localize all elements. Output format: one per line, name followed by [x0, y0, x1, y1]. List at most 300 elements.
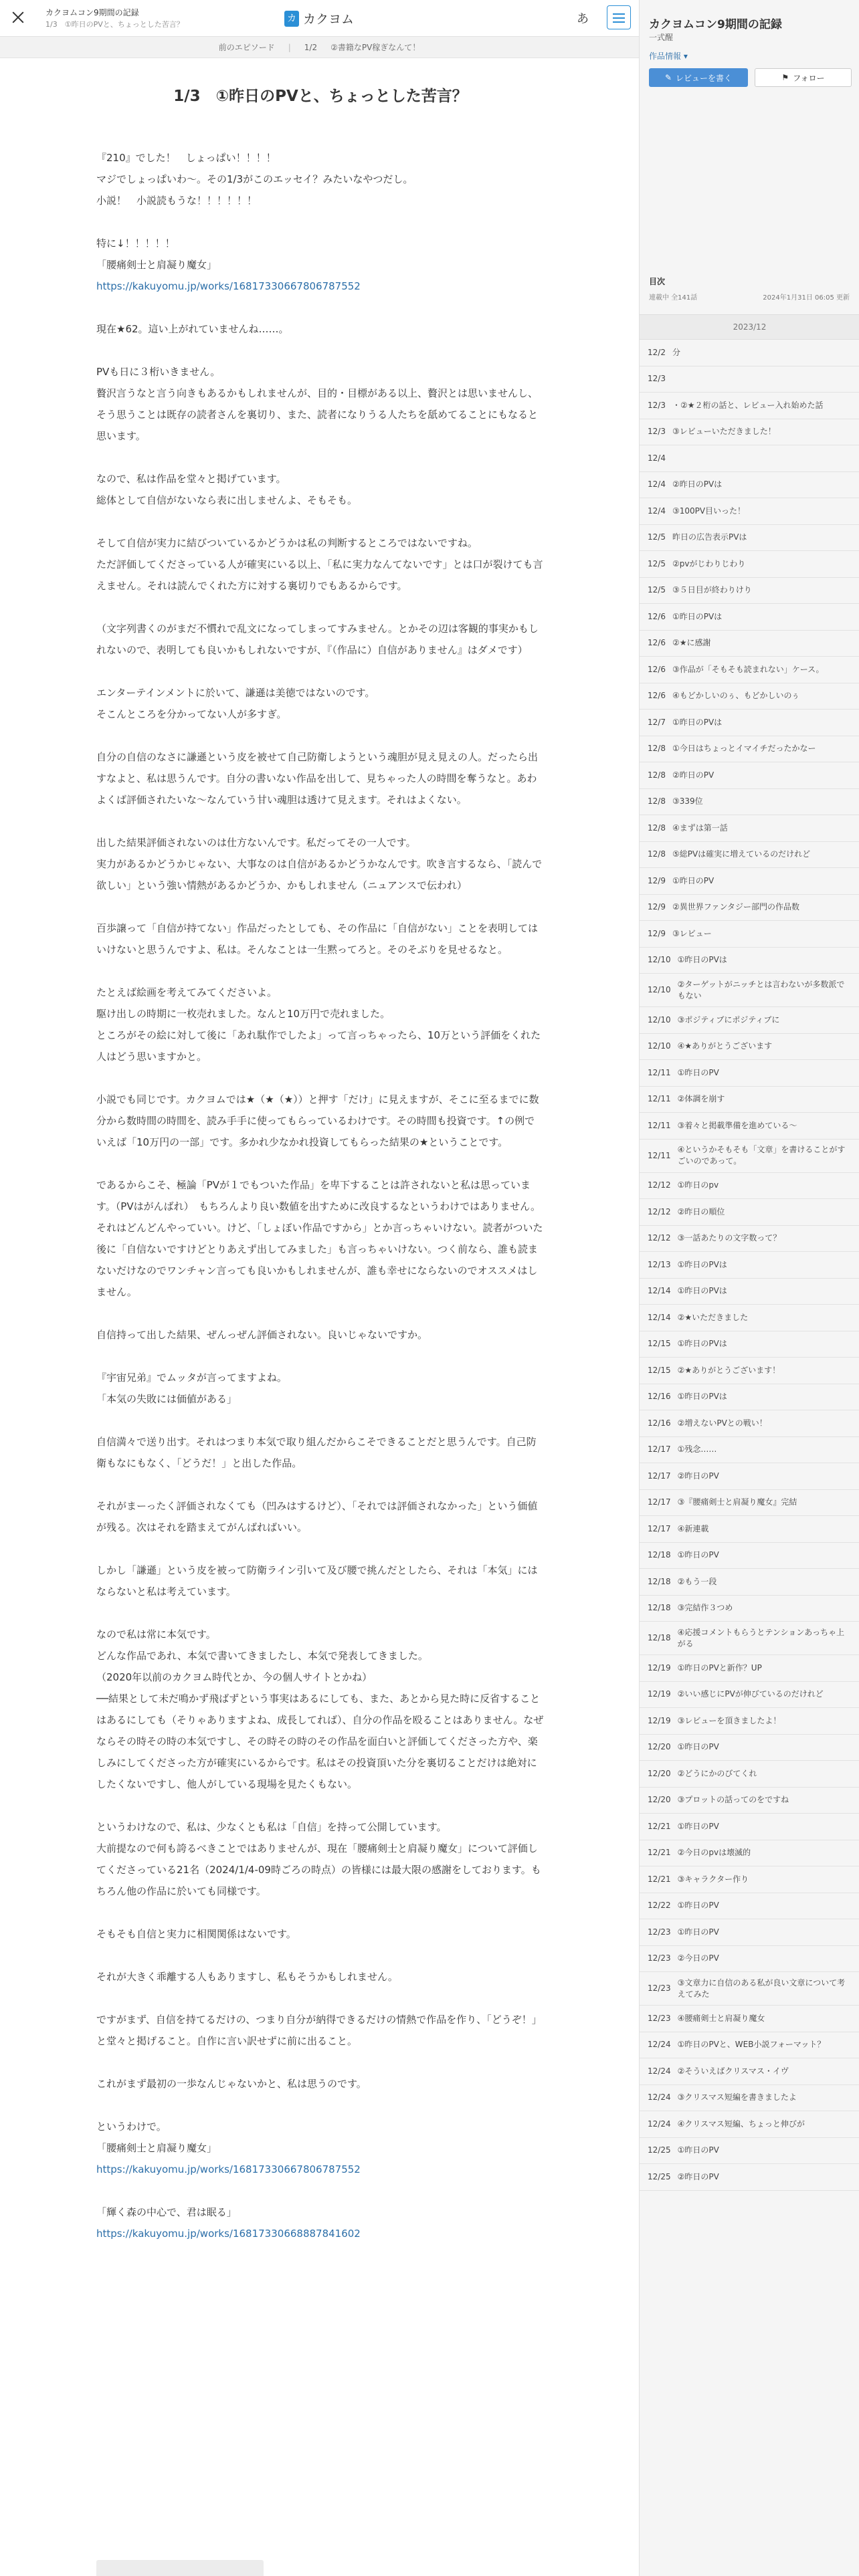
- toc-episode-title: ③キャラクター作り: [677, 1874, 749, 1884]
- toc-episode-title: ④まずは第一話: [672, 823, 728, 833]
- blank-line: [96, 1303, 545, 1324]
- toc-episode-item[interactable]: [640, 1140, 859, 1173]
- toc-episode-item[interactable]: [640, 921, 859, 948]
- toc-episode-item[interactable]: [640, 974, 859, 1007]
- toc-episode-title: 分: [672, 347, 680, 357]
- toc-updated-date: 2024年1月31日 06:05 更新: [763, 294, 850, 302]
- toc-episode-title: ①昨日のPVは: [672, 611, 723, 621]
- body-paragraph: 小説！ 小説読もうな！！！！！！: [96, 195, 258, 207]
- toc-episode-date: 12/9: [648, 928, 666, 938]
- blank-line: [96, 1067, 545, 1089]
- toc-episode-date: 12/23: [648, 1983, 671, 1993]
- toc-episode-item[interactable]: [640, 842, 859, 869]
- toc-episode-item[interactable]: [640, 895, 859, 922]
- toc-episode-title: ③着々と掲載準備を進めている〜: [677, 1120, 797, 1130]
- toc-episode-item[interactable]: [640, 393, 859, 419]
- toc-episode-date: 12/3: [648, 427, 666, 437]
- toc-episode-title: ③100PV目いった！: [672, 506, 746, 516]
- blank-line: [96, 896, 545, 918]
- body-paragraph: それが大きく乖離する人もありますし、私もそうかもしれません。: [96, 1971, 398, 1983]
- blank-line: [96, 447, 545, 468]
- toc-episode-date: 12/23: [648, 1927, 671, 1937]
- toc-episode-title: ・②★２桁の話と、レビュー入れ始めた話: [672, 400, 824, 410]
- toc-episode-date: 12/3: [648, 374, 666, 384]
- toc-episode-item[interactable]: [640, 2032, 859, 2059]
- toc-episode-title: ②異世界ファンタジー部門の作品数: [672, 902, 799, 912]
- body-paragraph: そこんところを分かってない人が多すぎ。: [96, 708, 287, 720]
- menu-icon-line: [613, 13, 625, 15]
- toc-episode-date: 12/9: [648, 902, 666, 912]
- body-paragraph: 小説でも同じです。カクヨムでは★（★（★））と押す「だけ」に見えますが、そこに至るまでに数分から数時間の時間を、読み手手に使ってもらっているわけです。その時間も投資です。↑の例でいえば「10万円の一部」です。多かれ少なかれ投資してもらった結果の★ということです。: [96, 1093, 539, 1148]
- toc-episode-date: 12/10: [648, 1014, 671, 1025]
- menu-icon-line: [613, 21, 625, 23]
- toc-episode-date: 12/10: [648, 955, 671, 965]
- toc-episode-item[interactable]: [640, 1113, 859, 1140]
- body-paragraph: マジでしょっぱいわ〜。その1/3がこのエッセイ？みたいなやつだし。: [96, 173, 413, 185]
- toc-episode-item[interactable]: [640, 1708, 859, 1735]
- toc-episode-title: ④★ありがとうございます: [677, 1041, 773, 1051]
- toc-episode-item[interactable]: [640, 1761, 859, 1788]
- episode-article: [96, 58, 545, 2244]
- body-paragraph: 特に↓！！！！！: [96, 237, 175, 249]
- toc-episode-item[interactable]: [640, 1384, 859, 1411]
- toc-episode-title: ④もどかしいのぅ、もどかしいのぅ: [672, 691, 800, 701]
- toc-episode-date: 12/18: [648, 1633, 671, 1642]
- toc-episode-item[interactable]: [640, 1682, 859, 1709]
- toc-episode-item[interactable]: [640, 1622, 859, 1655]
- body-paragraph: というわけで。: [96, 2121, 167, 2133]
- toc-episode-item[interactable]: [640, 1007, 859, 1034]
- toc-episode-title: ⑤総PVは確実に増えているのだけれど: [672, 849, 811, 859]
- toc-episode-title: ③339位: [672, 796, 703, 807]
- toc-episode-item[interactable]: [640, 1226, 859, 1253]
- body-paragraph: ただ評価してくださっている人が確実にいる以上、「私に実力なんてないです」とは口が裂けても言えません。それは読んでくれた方に対する裏切りでもあるからです。: [96, 558, 543, 592]
- toc-episode-item[interactable]: [640, 1655, 859, 1682]
- toc-episode-title: ②昨日の順位: [677, 1206, 725, 1216]
- blank-line: [96, 1902, 545, 1923]
- toc-episode-item[interactable]: [640, 1490, 859, 1517]
- nav-separator: |: [288, 42, 291, 52]
- toc-episode-date: 12/12: [648, 1180, 671, 1190]
- body-paragraph: しかし「謙遜」という皮を被って防衛ライン引いて及び腰で挑んだとしたら、それは「本気」にはならないと私は考えています。: [96, 1564, 538, 1598]
- toc-episode-title: ③レビューいただきました！: [672, 427, 776, 437]
- toc-episode-date: 12/19: [648, 1689, 671, 1699]
- toc-episode-title: ①昨日のPVと新作？UP: [677, 1662, 762, 1673]
- episode-title: 1/3 ①昨日のPVと、ちょっとした苦言？: [173, 88, 468, 105]
- toc-episode-date: 12/17: [648, 1471, 671, 1481]
- current-episode-label: 1/3 ①昨日のPVと、ちょっとした苦言？: [45, 20, 184, 29]
- toc-episode-date: 12/2: [648, 347, 666, 357]
- prev-episode-link[interactable]: 前のエピソード: [218, 43, 275, 52]
- toc-episode-title: ②昨日のPVは: [672, 479, 723, 490]
- toc-episode-date: 12/5: [648, 558, 666, 568]
- toc-episode-item[interactable]: [640, 1788, 859, 1814]
- toc-episode-title: ②ターゲットがニッチとは言わないが多数派でもない: [677, 979, 845, 1000]
- toc-episode-item[interactable]: [640, 2111, 859, 2138]
- toc-episode-item[interactable]: [640, 1087, 859, 1113]
- body-paragraph: 実力があるかどうかじゃない、大事なのは自信があるかどうかなんです。吹き言するなら、「読んで欲しい」という強い情熱があるかどうか、かもしれません（ニュアンスで伝われ）: [96, 858, 543, 891]
- body-paragraph: なので私は常に本気です。: [96, 1628, 216, 1640]
- toc-episode-item[interactable]: [640, 1437, 859, 1464]
- toc-episode-item[interactable]: [640, 710, 859, 736]
- toc-episode-date: 12/5: [648, 585, 666, 595]
- toc-episode-date: 12/3: [648, 400, 666, 410]
- toc-sidebar: [639, 0, 859, 2576]
- blank-line: [96, 2095, 545, 2116]
- sidebar-work-title[interactable]: カクヨムコン9期間の記録: [649, 18, 782, 31]
- work-url-link[interactable]: https://kakuyomu.jp/works/16817330667806787552: [96, 2163, 361, 2175]
- body-paragraph: 自分の自信のなさに謙遜という皮を被せて自己防衛しようという魂胆が見え見えの人。だったら出すなよと、私は思うんです。自分の書いない作品を出して、見ちゃった人の時間を奪うなと。あわよくば評価されたいな〜なんていう甘い魂胆は透けて見えます。それはよくない。: [96, 751, 539, 806]
- toc-episode-title: ①昨日のPV: [677, 1067, 719, 1077]
- toc-episode-date: 12/19: [648, 1715, 671, 1725]
- toc-episode-title: ②昨日のPV: [672, 770, 714, 780]
- toc-episode-date: 12/20: [648, 1768, 671, 1778]
- toc-episode-item[interactable]: [640, 1173, 859, 1200]
- toc-episode-date: 12/14: [648, 1312, 671, 1322]
- body-paragraph: ですがまず、自信を持てるだけの、つまり自分が納得できるだけの情熱で作品を作り、「どうぞ！」と堂々と掲げること。自作に言い訳せずに前に出ること。: [96, 2014, 542, 2047]
- toc-episode-item[interactable]: [640, 815, 859, 842]
- toc-episode-date: 12/24: [648, 2066, 671, 2076]
- toc-episode-item[interactable]: [640, 948, 859, 974]
- body-paragraph: 出した結果評価されないのは仕方ないんです。私だってその一人です。: [96, 837, 416, 849]
- logo-mark-icon: カ: [284, 11, 299, 27]
- toc-episode-title: ①昨日のPV: [677, 1901, 719, 1911]
- toc-month-header[interactable]: 2023/12: [640, 314, 859, 340]
- toc-episode-title: ①昨日のPVは: [677, 1339, 727, 1349]
- toc-menu-button[interactable]: [607, 5, 631, 29]
- blank-line: [96, 1346, 545, 1367]
- blank-line: [96, 1410, 545, 1431]
- toc-episode-date: 12/17: [648, 1523, 671, 1533]
- body-paragraph: というわけなので、私は、少なくとも私は「自信」を持って公開しています。: [96, 1821, 447, 1833]
- toc-episode-title: ②いい感じにPVが伸びているのだけれど: [677, 1689, 824, 1699]
- toc-episode-item[interactable]: [640, 1516, 859, 1543]
- toc-episode-item[interactable]: [640, 1034, 859, 1061]
- toc-episode-item[interactable]: [640, 1279, 859, 1305]
- work-info-link[interactable]: 作品情報 ▾: [649, 50, 688, 62]
- toc-episode-date: 12/16: [648, 1418, 671, 1428]
- body-paragraph: 駆け出しの時期に一枚売れました。なんと10万円で売れました。: [96, 1008, 391, 1020]
- toc-episode-count: 連載中 全141話: [649, 294, 698, 302]
- toc-episode-title: ②今日のPV: [677, 1953, 719, 1963]
- body-paragraph: 『宇宙兄弟』でムッタが言ってますよね。: [96, 1372, 287, 1384]
- toc-episode-title: ③文章力に自信のある私が良い文章について考えてみた: [677, 1977, 846, 1999]
- toc-episode-date: 12/6: [648, 691, 666, 701]
- toc-list: [640, 340, 859, 2191]
- toc-episode-item[interactable]: [640, 2085, 859, 2112]
- toc-episode-date: 12/15: [648, 1339, 671, 1349]
- toc-episode-title: ③レビュー: [672, 928, 712, 938]
- toc-episode-date: 12/5: [648, 532, 666, 542]
- toc-episode-date: 12/12: [648, 1233, 671, 1243]
- toc-episode-title: ①昨日のPVは: [677, 1286, 727, 1296]
- episode-navigation: [0, 37, 639, 58]
- toc-episode-item[interactable]: [640, 578, 859, 605]
- body-paragraph: 百歩譲って「自信が持てない」作品だったとしても、その作品に「自信がない」ことを表明してはいけないと思うんですよ、私は。そんなことは一生黙ってろと。そのそぶりを見せるなと。: [96, 922, 539, 956]
- toc-episode-item[interactable]: [640, 2138, 859, 2165]
- blank-line: [96, 1795, 545, 1816]
- toc-episode-date: 12/8: [648, 823, 666, 833]
- body-paragraph: そして自信が実力に結びついているかどうかは私の判断するところではないですね。: [96, 537, 478, 549]
- toc-episode-title: ①今日はちょっとイマイチだったかなー: [672, 744, 816, 754]
- blank-line: [96, 1474, 545, 1495]
- blank-line: [96, 1538, 545, 1560]
- follow-label: フォロー: [793, 73, 825, 83]
- toc-episode-date: 12/10: [648, 985, 671, 994]
- toc-episode-item[interactable]: [640, 868, 859, 895]
- bottom-action-bar[interactable]: [96, 2560, 264, 2576]
- toc-episode-date: 12/21: [648, 1874, 671, 1884]
- toc-episode-date: 12/22: [648, 1901, 671, 1911]
- toc-episode-title: 昨日の広告表示PVは: [672, 532, 747, 542]
- toc-episode-item[interactable]: [640, 736, 859, 763]
- toc-episode-date: 12/20: [648, 1742, 671, 1752]
- toc-episode-date: 12/23: [648, 2013, 671, 2023]
- toc-episode-date: 12/11: [648, 1094, 671, 1104]
- body-paragraph: （2020年以前のカクヨム時代とか、今の個人サイトとかね）: [96, 1671, 373, 1683]
- toc-episode-item[interactable]: [640, 498, 859, 525]
- toc-episode-title: ④応援コメントもらうとテンションあっちゃ上がる: [677, 1627, 845, 1648]
- toc-episode-title: ②そういえばクリスマス・イヴ: [677, 2066, 789, 2076]
- toc-episode-date: 12/18: [648, 1576, 671, 1586]
- body-paragraph: それがまーったく評価されなくても（凹みはするけど）、「それでは評価されなかった」という価値が残る。次はそれを踏まえてがんばればいい。: [96, 1500, 538, 1533]
- toc-episode-title: ③完結作３つめ: [677, 1603, 733, 1613]
- toc-episode-title: ②★いただきました: [677, 1312, 749, 1322]
- toc-episode-title: ②昨日のPV: [677, 1471, 719, 1481]
- toc-episode-date: 12/8: [648, 770, 666, 780]
- toc-episode-item[interactable]: [640, 472, 859, 499]
- blank-line: [96, 811, 545, 832]
- toc-episode-date: 12/11: [648, 1120, 671, 1130]
- toc-episode-item[interactable]: [640, 1972, 859, 2006]
- toc-episode-item[interactable]: [640, 1199, 859, 1226]
- font-settings-button[interactable]: あ: [577, 12, 589, 26]
- toc-episode-title: ②どうにかのびてくれ: [677, 1768, 757, 1778]
- toc-episode-title: ④新連載: [677, 1523, 709, 1533]
- toc-episode-item[interactable]: [640, 1946, 859, 1973]
- toc-episode-date: 12/23: [648, 1953, 671, 1963]
- blank-line: [96, 725, 545, 746]
- blank-line: [96, 661, 545, 682]
- toc-episode-title: ①昨日のPVと、WEB小説フォーマット？: [677, 2040, 826, 2050]
- toc-episode-item[interactable]: [640, 2164, 859, 2191]
- toc-episode-item[interactable]: [640, 1893, 859, 1920]
- toc-episode-item[interactable]: [640, 1358, 859, 1384]
- toc-episode-title: ②体調を崩す: [677, 1094, 725, 1104]
- body-paragraph: 「輝く森の中心で、君は眠る」: [96, 2206, 237, 2218]
- back-icon[interactable]: [9, 9, 25, 25]
- toc-episode-item[interactable]: [640, 419, 859, 446]
- toc-episode-date: 12/12: [648, 1206, 671, 1216]
- toc-episode-title: ①昨日のPVは: [677, 1392, 727, 1402]
- blank-line: [96, 340, 545, 361]
- logo-text: カクヨム: [303, 12, 355, 27]
- toc-episode-item[interactable]: [640, 551, 859, 578]
- toc-episode-date: 12/8: [648, 796, 666, 807]
- toc-episode-title: ③レビューを頂きましたよ！: [677, 1715, 781, 1725]
- toc-episode-date: 12/6: [648, 611, 666, 621]
- toc-episode-item[interactable]: [640, 1463, 859, 1490]
- top-header: [0, 0, 639, 37]
- toc-episode-title: ①昨日のPV: [677, 1927, 719, 1937]
- toc-episode-item[interactable]: [640, 1814, 859, 1840]
- toc-episode-item[interactable]: [640, 1305, 859, 1331]
- toc-episode-date: 12/17: [648, 1497, 671, 1507]
- toc-episode-item[interactable]: [640, 1331, 859, 1358]
- body-paragraph: ところがその絵に対して後に「あれ駄作でしたよ」って言っちゃったら、10万という評価をくれた人はどう思いますかと。: [96, 1029, 541, 1063]
- toc-episode-date: 12/13: [648, 1259, 671, 1269]
- toc-episode-date: 12/7: [648, 717, 666, 727]
- toc-episode-date: 12/14: [648, 1286, 671, 1296]
- body-paragraph: たとえば絵画を考えてみてくださいよ。: [96, 986, 278, 998]
- toc-heading: 目次: [649, 277, 666, 286]
- toc-episode-date: 12/21: [648, 1821, 671, 1831]
- toc-episode-date: 12/9: [648, 875, 666, 885]
- toc-episode-title: ①残念……: [677, 1444, 717, 1455]
- body-paragraph: 贅沢言うなと言う向きもあるかもしれませんが、目的・目標がある以上、贅沢とは思いませんし、そう思うことは既存の読者さんを裏切り、また、読者になりうる人たちを舐めてることにもなると思います。: [96, 387, 539, 442]
- toc-episode-title: ④というかそもそも「文章」を書けることがすごいのであって。: [677, 1145, 846, 1166]
- toc-episode-title: ①昨日のPVは: [677, 1259, 727, 1269]
- work-url-link[interactable]: https://kakuyomu.jp/works/16817330668887841602: [96, 2228, 361, 2240]
- toc-episode-title: ①昨日のPV: [677, 1742, 719, 1752]
- toc-episode-date: 12/11: [648, 1067, 671, 1077]
- toc-episode-date: 12/20: [648, 1795, 671, 1805]
- body-paragraph: PVも日に３桁いきません。: [96, 366, 221, 378]
- toc-episode-date: 12/24: [648, 2119, 671, 2129]
- toc-episode-item[interactable]: [640, 1596, 859, 1622]
- toc-episode-item[interactable]: [640, 340, 859, 366]
- toc-episode-item[interactable]: [640, 1252, 859, 1279]
- toc-episode-title: ③プロットの話ってのをですね: [677, 1795, 789, 1805]
- blank-line: [96, 1945, 545, 1966]
- toc-episode-item[interactable]: [640, 683, 859, 710]
- toc-episode-title: ②★に感謝: [672, 638, 711, 648]
- body-paragraph: 現在★62。這い上がれていませんね……。: [96, 323, 289, 335]
- body-paragraph: 「腰痛剣士と肩凝り魔女」: [96, 259, 217, 271]
- toc-episode-date: 12/15: [648, 1365, 671, 1375]
- toc-episode-item[interactable]: [640, 2006, 859, 2032]
- toc-episode-title: ②★ありがとうございます！: [677, 1365, 781, 1375]
- next-episode-link[interactable]: ②書籍なPV稼ぎなんて！: [330, 43, 421, 52]
- episode-body: [96, 147, 545, 2244]
- toc-episode-date: 12/18: [648, 1603, 671, 1613]
- toc-episode-title: ③５日目が終わりけり: [672, 585, 752, 595]
- kakuyomu-logo[interactable]: [284, 9, 354, 27]
- toc-episode-item[interactable]: [640, 1410, 859, 1437]
- toc-episode-item[interactable]: [640, 1543, 859, 1570]
- blank-line: [96, 1602, 545, 1624]
- toc-episode-date: 12/19: [648, 1662, 671, 1673]
- body-paragraph: （文字列書くのがまだ不慣れで乱文になってしまってすみません。とかその辺は客観的事実かもしれないので、表明しても良いかもしれないですが、『（作品に）自信がありません』はダメです）: [96, 623, 539, 656]
- blank-line: [96, 597, 545, 618]
- blank-line: [96, 2052, 545, 2073]
- toc-episode-item[interactable]: [640, 1735, 859, 1761]
- body-paragraph: 「本気の失敗には価値がある」: [96, 1393, 237, 1405]
- work-title-link[interactable]: カクヨムコン9期間の記録: [45, 8, 139, 17]
- toc-episode-date: 12/8: [648, 744, 666, 754]
- body-paragraph: 総体として自信がないなら表に出しませんよ、そもそも。: [96, 494, 358, 506]
- toc-episode-item[interactable]: [640, 789, 859, 816]
- write-review-button[interactable]: [649, 68, 748, 87]
- toc-episode-item[interactable]: [640, 1919, 859, 1946]
- toc-episode-item[interactable]: [640, 1840, 859, 1867]
- toc-episode-title: ③クリスマス短編を書きましたよ: [677, 2092, 797, 2103]
- blank-line: [96, 211, 545, 233]
- body-paragraph: なので、私は作品を堂々と掲げています。: [96, 473, 286, 485]
- toc-episode-title: ②もう一段: [677, 1576, 717, 1586]
- toc-episode-date: 12/11: [648, 1150, 671, 1160]
- work-url-link[interactable]: https://kakuyomu.jp/works/16817330667806787552: [96, 280, 361, 292]
- toc-episode-date: 12/10: [648, 1041, 671, 1051]
- toc-episode-date: 12/24: [648, 2040, 671, 2050]
- blank-line: [96, 1153, 545, 1174]
- toc-episode-title: ②増えないPVとの戦い！: [677, 1418, 767, 1428]
- toc-episode-title: ③作品が「そもそも読まれない」ケース。: [672, 664, 824, 674]
- toc-episode-item[interactable]: [640, 1060, 859, 1087]
- toc-episode-date: 12/4: [648, 479, 666, 490]
- body-paragraph: 『210』でした！ しょっぱい！！！！: [96, 152, 276, 164]
- toc-episode-title: ②今日のpvは壊滅的: [677, 1848, 751, 1858]
- body-paragraph: そもそも自信と実力に相関関係はないです。: [96, 1928, 296, 1940]
- body-paragraph: 自信持って出した結果、ぜんっぜん評価されない。良いじゃないですか。: [96, 1329, 428, 1341]
- toc-episode-item[interactable]: [640, 657, 859, 683]
- toc-episode-title: ①昨日のPVは: [677, 955, 727, 965]
- toc-episode-date: 12/21: [648, 1848, 671, 1858]
- toc-episode-date: 12/4: [648, 506, 666, 516]
- body-paragraph: 「腰痛剣士と肩凝り魔女」: [96, 2142, 217, 2154]
- toc-episode-date: 12/25: [648, 2171, 671, 2181]
- toc-episode-title: ①昨日のPV: [677, 1821, 719, 1831]
- menu-icon-line: [613, 17, 625, 19]
- toc-episode-item[interactable]: [640, 1866, 859, 1893]
- toc-episode-item[interactable]: [640, 525, 859, 552]
- toc-episode-item[interactable]: [640, 762, 859, 789]
- toc-episode-date: 12/6: [648, 664, 666, 674]
- blank-line: [96, 297, 545, 318]
- toc-episode-title: ②pvがじわりじわり: [672, 558, 746, 568]
- toc-episode-title: ①昨日のPVは: [672, 717, 723, 727]
- body-paragraph: これがまず最初の一歩なんじゃないかと、私は思うのです。: [96, 2078, 367, 2090]
- toc-episode-title: ②昨日のPV: [677, 2171, 719, 2181]
- toc-episode-item[interactable]: [640, 445, 859, 472]
- toc-episode-date: 12/4: [648, 453, 666, 463]
- toc-episode-title: ④腰痛剣士と肩凝り魔女: [677, 2013, 765, 2023]
- toc-episode-date: 12/18: [648, 1550, 671, 1560]
- blank-line: [96, 511, 545, 532]
- toc-episode-item[interactable]: [640, 604, 859, 631]
- toc-episode-date: 12/24: [648, 2092, 671, 2103]
- toc-episode-item[interactable]: [640, 1569, 859, 1596]
- blank-line: [96, 1988, 545, 2009]
- body-paragraph: エンターテインメントに於いて、謙遜は美徳ではないのです。: [96, 687, 375, 699]
- toc-episode-title: ①昨日のPV: [672, 875, 714, 885]
- follow-button[interactable]: [755, 68, 852, 87]
- toc-episode-item[interactable]: [640, 631, 859, 657]
- body-paragraph: ──結果として未だ鳴かず飛ばずという事実はあるにしても、また、あとから見た時に反省することはあるにしても（そりゃありますよね、成長してれば）、自分の作品を殴ることはありません。なぜならその時その時の本気ですし、その時その時のその作品を面白いと評価してくださった方や、楽しみにしてくださった方が確実にいるからです。私はその投資頂いた分を裏切ることだけは絶対にしたくないですし、他人がしている現場を見たくもない。: [96, 1693, 544, 1790]
- toc-episode-title: ③『腰痛剣士と肩凝り魔女』完結: [677, 1497, 797, 1507]
- body-paragraph: どんな作品であれ、本気で書いてきましたし、本気で発表してきました。: [96, 1650, 428, 1662]
- sidebar-author[interactable]: 一式醒: [649, 33, 674, 42]
- toc-episode-date: 12/6: [648, 638, 666, 648]
- toc-episode-item[interactable]: [640, 366, 859, 393]
- body-paragraph: 自信満々で送り出す。それはつまり本気で取り組んだからこそできることだと思うんです。自己防衛もなにもなく、「どうだ！」と出した作品。: [96, 1436, 537, 1469]
- toc-episode-title: ①昨日のpv: [677, 1180, 719, 1190]
- body-paragraph: 大前提なので何も誇るべきことではありませんが、現在「腰痛剣士と肩凝り魔女」について評価してくださっている21名（2024/1/4-09時ごろの時点）の皆様には最大限の感謝をしております。もちろん他の作品に於いても同様です。: [96, 1842, 541, 1897]
- episode-position: 1/2: [304, 42, 318, 52]
- toc-episode-item[interactable]: [640, 2058, 859, 2085]
- toc-episode-title: ④クリスマス短編、ちょっと伸びが: [677, 2119, 805, 2129]
- toc-episode-title: ①昨日のPV: [677, 1550, 719, 1560]
